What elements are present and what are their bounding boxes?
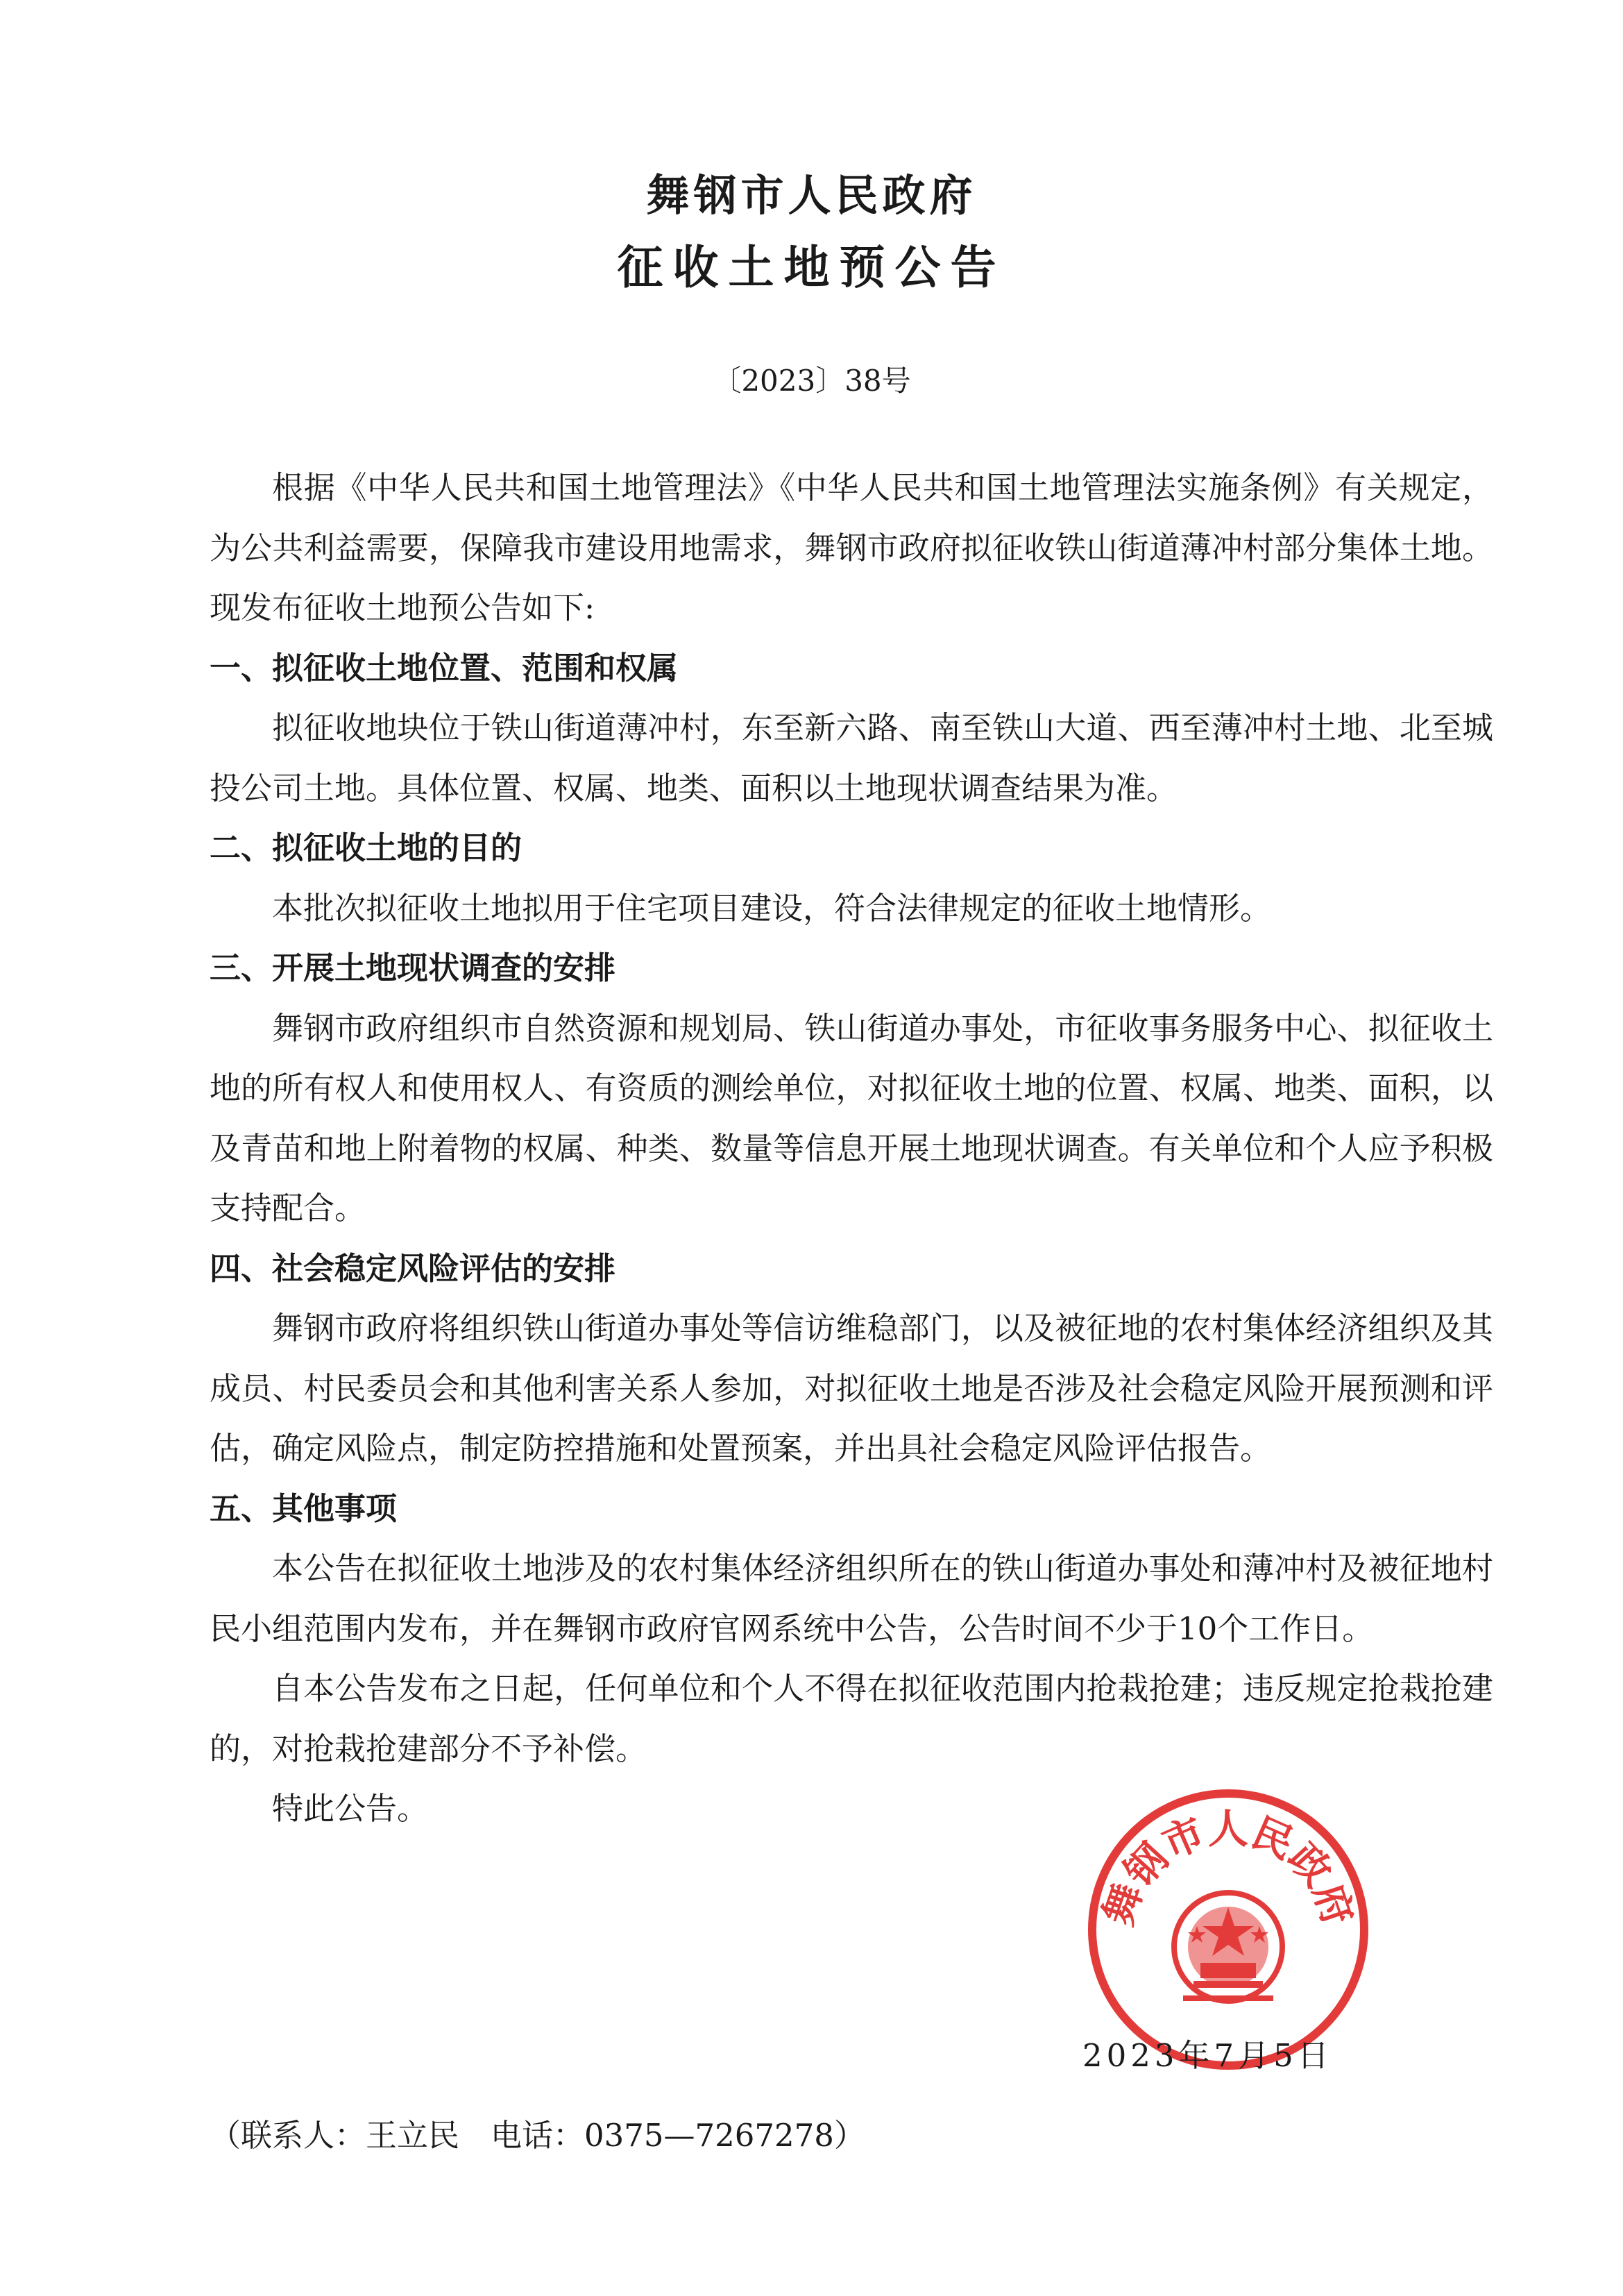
section-text-2: 本批次拟征收土地拟用于住宅项目建设，符合法律规定的征收土地情形。 (272, 889, 1272, 927)
section-text-4: 舞钢市政府将组织铁山街道办事处等信访维稳部门，以及被征地的农村集体经济组织及其成员、村民委员会和其他利害关系人参加，对拟征收土地是否涉及社会稳定风险开展预测和评估，确定风险点，制定防控措施和处置预案，并出具社会稳定风险评估报告。 (210, 1310, 1493, 1467)
contact-info: （联系人：王立民 电话：0375—7267278） (210, 2117, 865, 2154)
closing-statement: 特此公告。 (272, 1790, 429, 1827)
section-heading-5: 五、其他事项 (210, 1489, 398, 1527)
section-text-3: 舞钢市政府组织市自然资源和规划局、铁山街道办事处，市征收事务服务中心、拟征收土地的所有权人和使用权人、有资质的测绘单位，对拟征收土地的位置、权属、地类、面积，以及青苗和地上附着物的权属、种类、数量等信息开展土地现状调查。有关单位和个人应予积极支持配合。 (210, 1009, 1493, 1226)
section-heading-1: 一、拟征收土地位置、范围和权属 (210, 649, 679, 686)
national-emblem-icon (1174, 1893, 1282, 2001)
document-title-line1: 舞钢市人民政府 (646, 170, 977, 221)
section-heading-3: 三、开展土地现状调查的安排 (210, 949, 616, 986)
document-date: 2023年7月5日 (1082, 2037, 1333, 2074)
section-heading-4: 四、社会稳定风险评估的安排 (210, 1249, 616, 1287)
section-heading-2: 二、拟征收土地的目的 (210, 829, 522, 866)
document-body (210, 458, 1493, 1839)
section-text-5: 本公告在拟征收土地涉及的农村集体经济组织所在的铁山街道办事处和薄冲村及被征地村民小组范围内发布，并在舞钢市政府官网系统中公告，公告时间不少于10个工作日。 (210, 1550, 1493, 1647)
document-title-line2: 征收土地预公告 (617, 240, 1006, 294)
closing-paragraph: 自本公告发布之日起，任何单位和个人不得在拟征收范围内抢栽抢建；违反规定抢栽抢建的，对抢栽抢建部分不予补偿。 (210, 1670, 1493, 1767)
document-number: 〔2023〕38号 (712, 364, 911, 398)
intro-paragraph: 根据《中华人民共和国土地管理法》《中华人民共和国土地管理法实施条例》有关规定，为公共利益需要，保障我市建设用地需求，舞钢市政府拟征收铁山街道薄冲村部分集体土地。现发布征收土地预公告如下: (210, 469, 1493, 626)
section-text-1: 拟征收地块位于铁山街道薄冲村，东至新六路、南至铁山大道、西至薄冲村土地、北至城投公司土地。具体位置、权属、地类、面积以土地现状调查结果为准。 (210, 709, 1493, 807)
seal-lettering: 舞钢市人民政府 (1094, 1805, 1363, 1932)
